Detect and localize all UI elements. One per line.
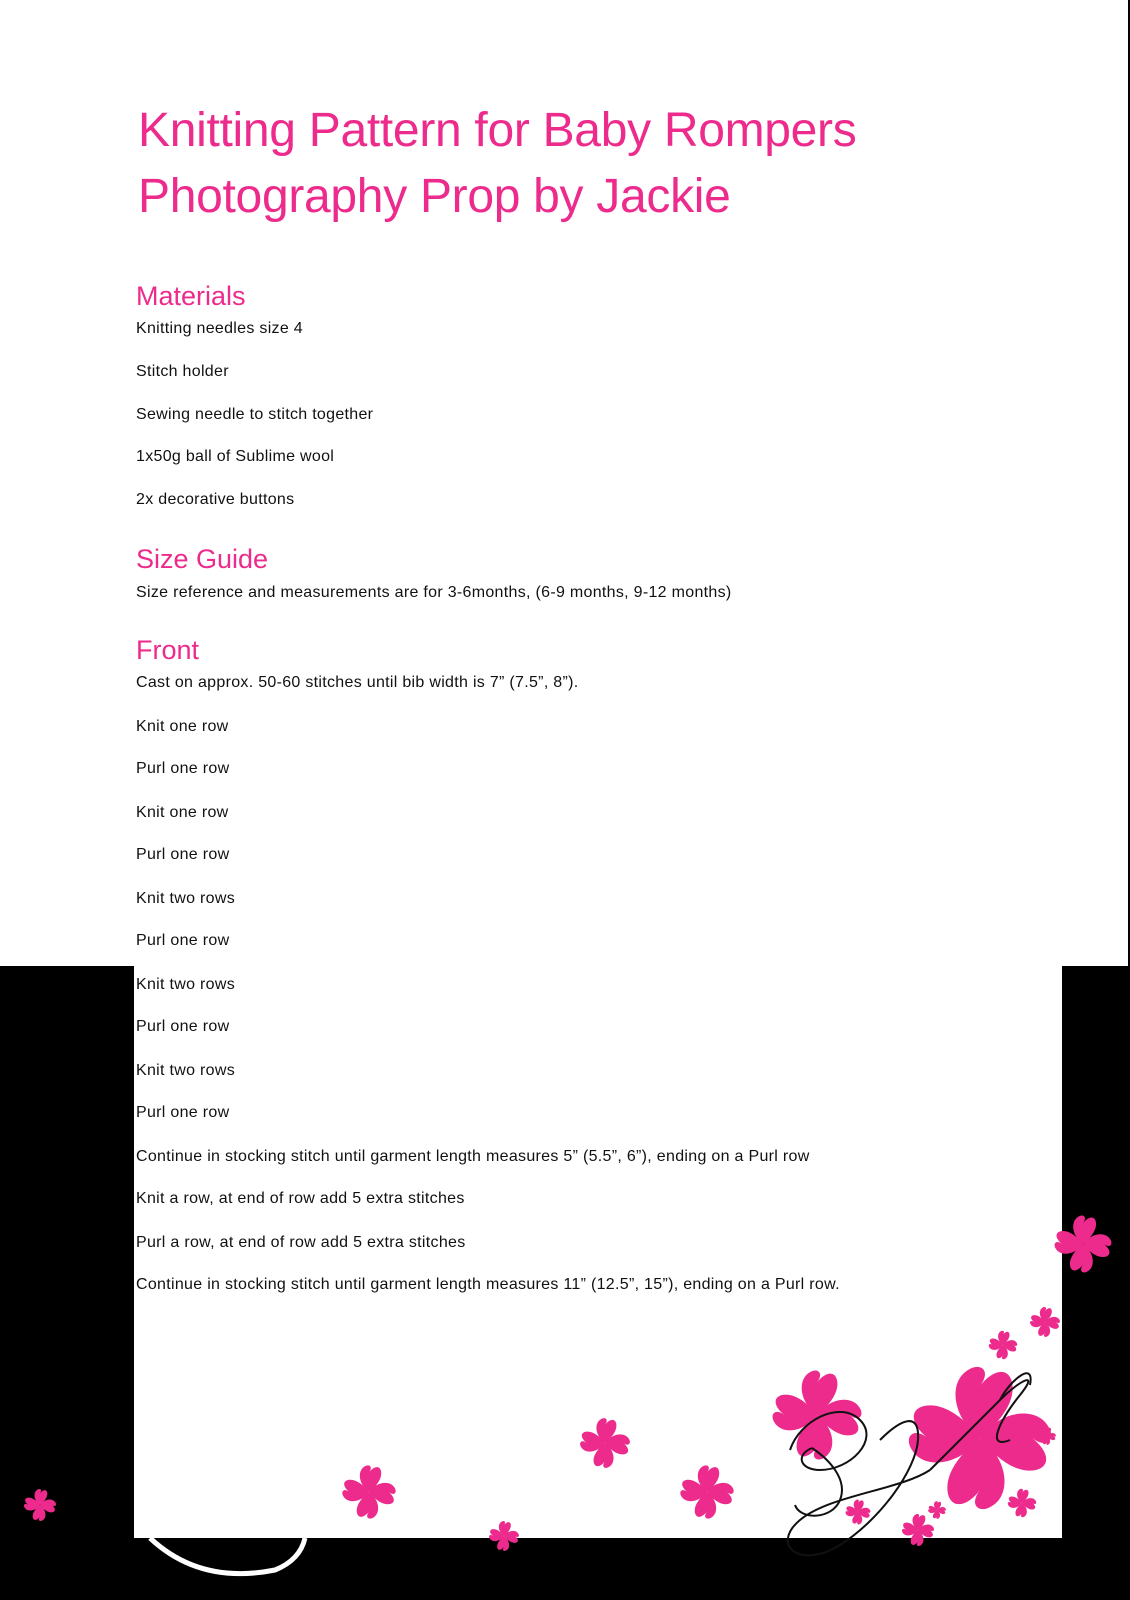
front-step: Continue in stocking stitch until garment length measures 5” (5.5”, 6”), ending on a Purl row (136, 1148, 810, 1165)
front-step: Knit two rows (136, 890, 236, 907)
materials-item: Knitting needles size 4 (136, 320, 304, 337)
size-guide-heading: Size Guide (136, 544, 269, 574)
title-line-1: Knitting Pattern for Baby Rompers (138, 104, 857, 157)
front-step: Purl a row, at end of row add 5 extra stitches (136, 1234, 466, 1251)
front-step: Knit one row (136, 804, 229, 821)
size-guide-text: Size reference and measurements are for 3-6months, (6-9 months, 9-12 months) (136, 584, 732, 601)
materials-item: Stitch holder (136, 363, 229, 380)
front-step: Continue in stocking stitch until garment length measures 11” (12.5”, 15”), ending on a Purl row. (136, 1276, 840, 1293)
front-heading: Front (136, 635, 200, 665)
front-step: Purl one row (136, 1018, 230, 1035)
materials-item: Sewing needle to stitch together (136, 406, 374, 423)
front-step: Purl one row (136, 846, 230, 863)
title-line-2: Photography Prop by Jackie (138, 170, 731, 223)
materials-heading: Materials (136, 281, 246, 311)
materials-item: 1x50g ball of Sublime wool (136, 448, 335, 465)
front-step: Cast on approx. 50-60 stitches until bib width is 7” (7.5”, 8”). (136, 674, 579, 691)
front-step: Purl one row (136, 1104, 230, 1121)
front-step: Purl one row (136, 932, 230, 949)
front-step: Knit a row, at end of row add 5 extra stitches (136, 1190, 465, 1207)
front-step: Knit two rows (136, 976, 236, 993)
front-step: Knit two rows (136, 1062, 236, 1079)
document-title (138, 98, 856, 230)
front-step: Purl one row (136, 760, 230, 777)
front-step: Knit one row (136, 718, 229, 735)
materials-item: 2x decorative buttons (136, 491, 295, 508)
